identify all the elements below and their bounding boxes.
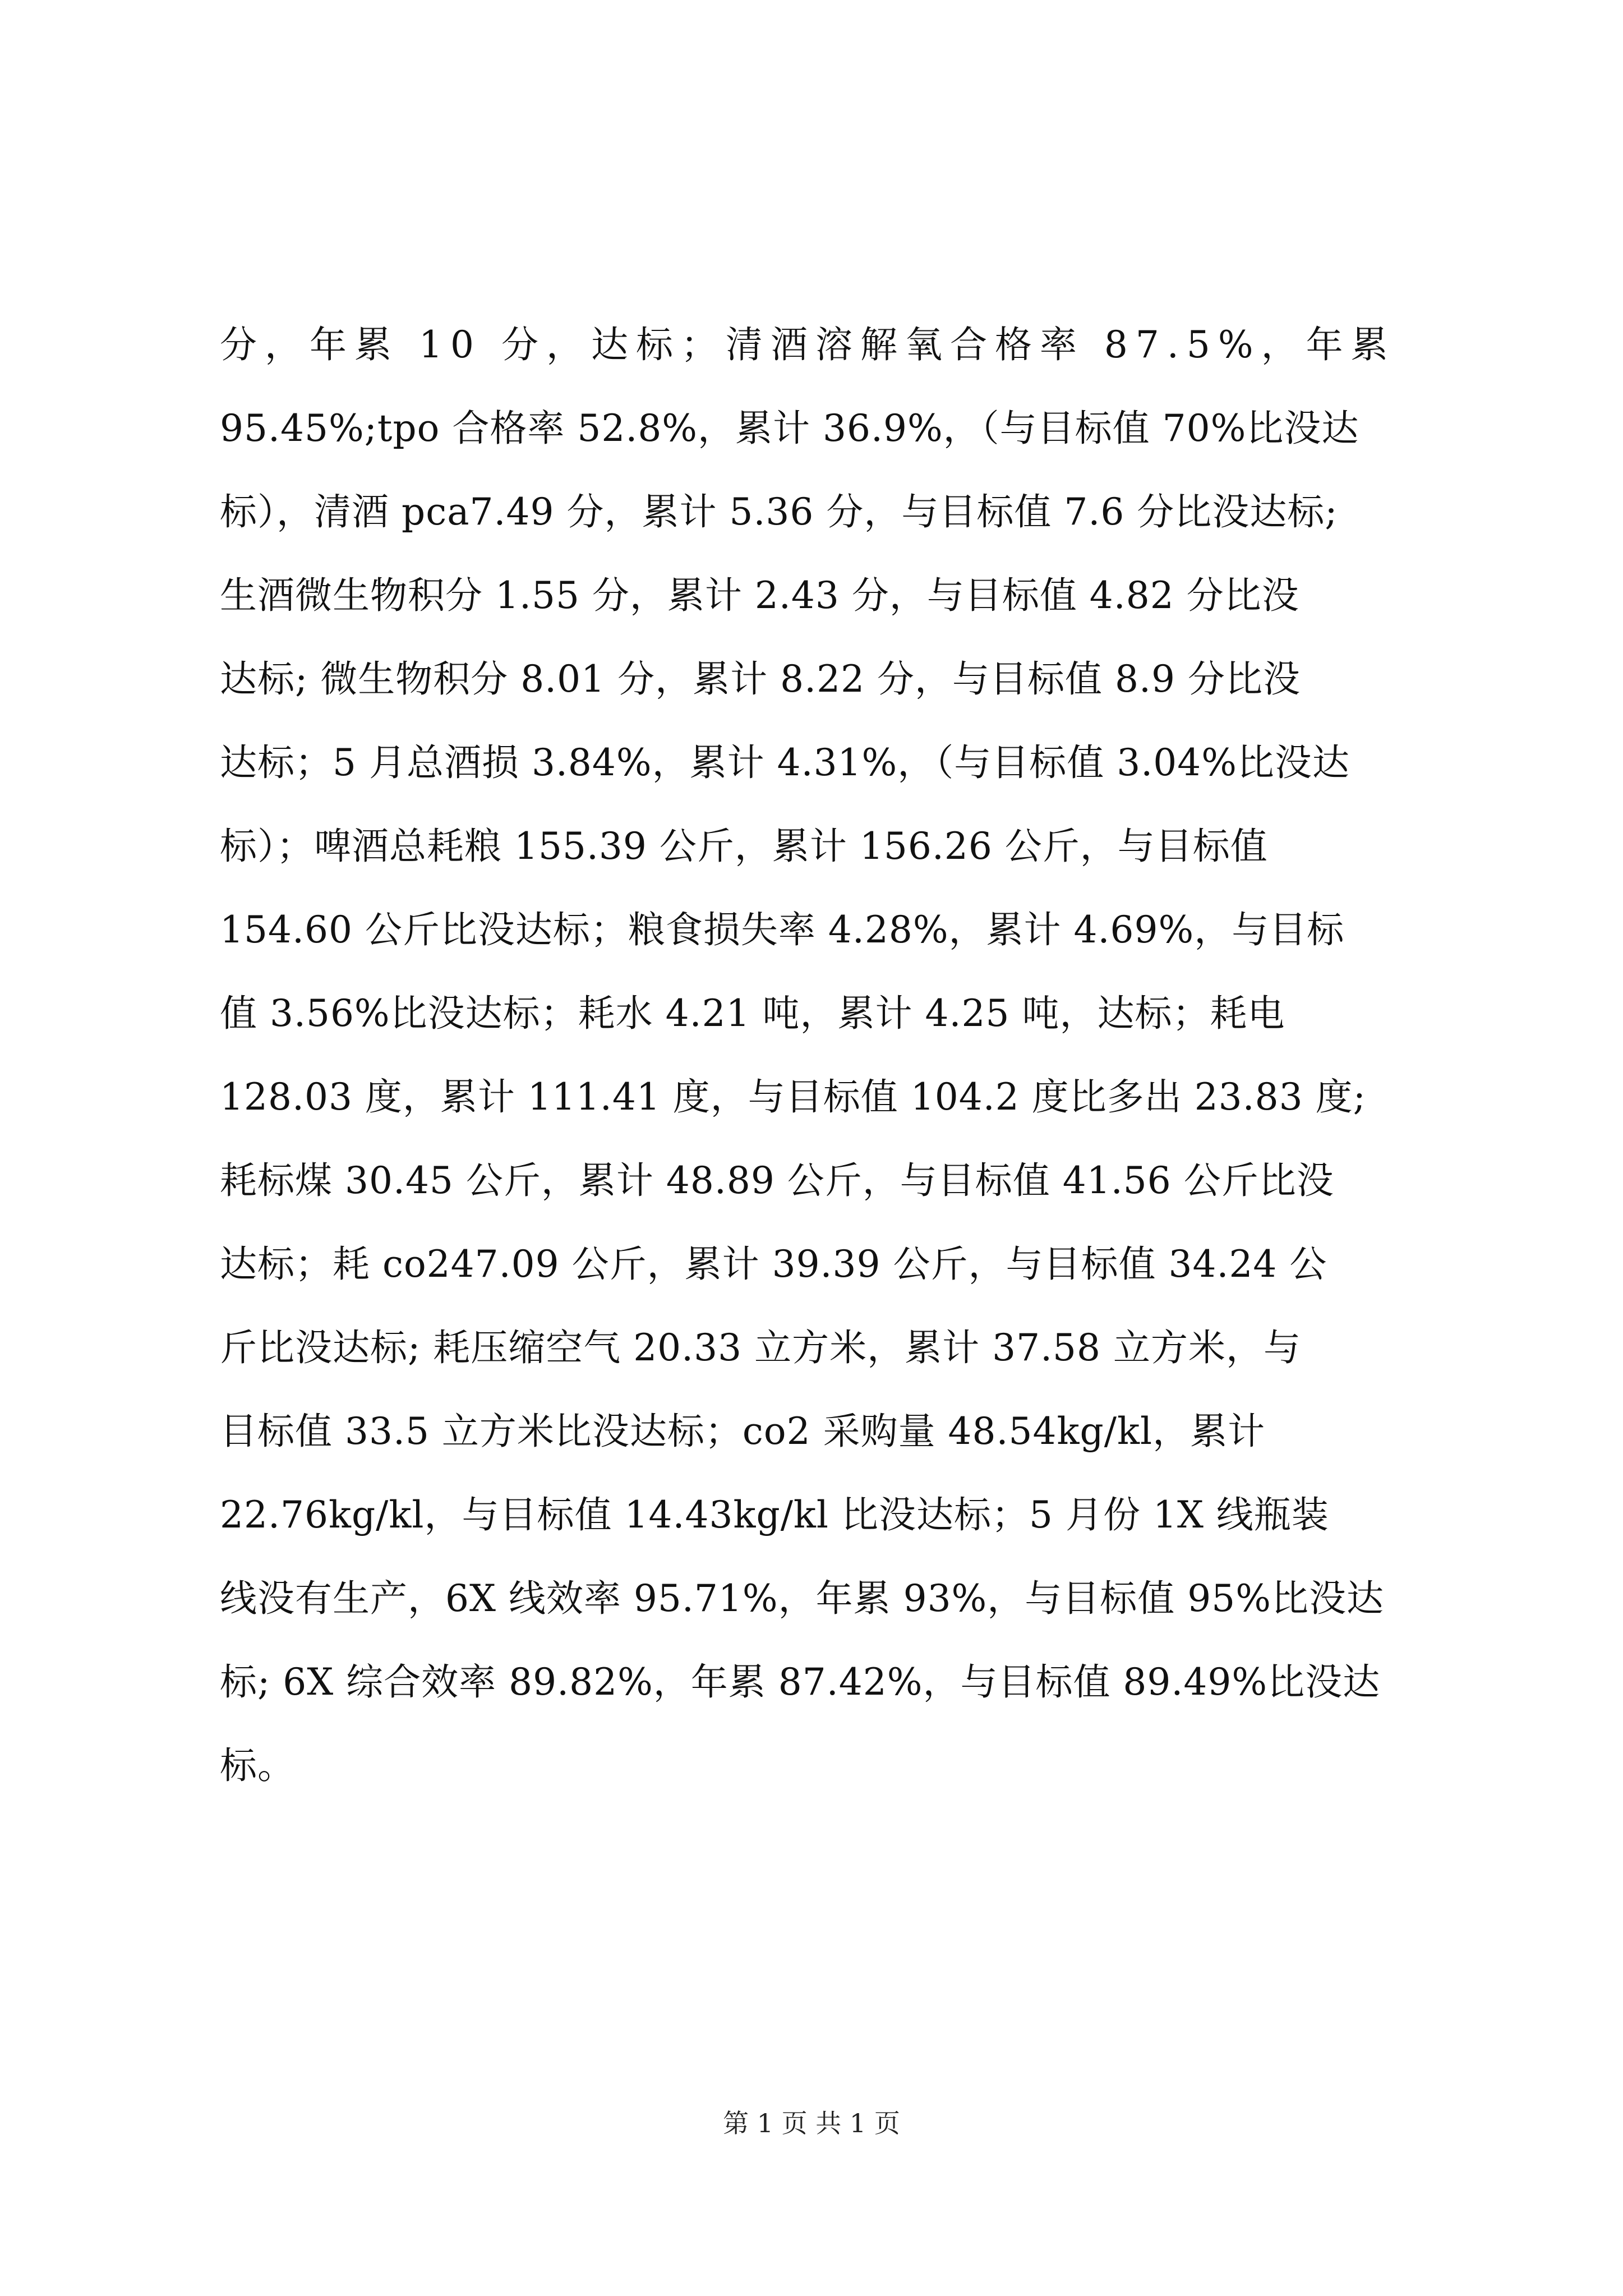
text-line: 达标; 微生物积分 8.01 分，累计 8.22 分，与目标值 8.9 分比没	[220, 657, 1301, 701]
text-line: 标），清酒 pca7.49 分，累计 5.36 分，与目标值 7.6 分比没达标;	[220, 490, 1338, 533]
text-line: 128.03 度，累计 111.41 度，与目标值 104.2 度比多出 23.83 度;	[220, 1075, 1366, 1119]
text-line: 耗标煤 30.45 公斤，累计 48.89 公斤，与目标值 41.56 公斤比没	[220, 1159, 1334, 1202]
text-line: 生酒微生物积分 1.55 分，累计 2.43 分，与目标值 4.82 分比没	[220, 574, 1299, 617]
text-line: 目标值 33.5 立方米比没达标；co2 采购量 48.54kg/kl，累计	[220, 1410, 1266, 1453]
text-line: 斤比没达标; 耗压缩空气 20.33 立方米，累计 37.58 立方米，与	[220, 1326, 1302, 1369]
text-line: 标; 6X 综合效率 89.82%，年累 87.42%，与目标值 89.49%比没达	[220, 1660, 1381, 1704]
text-line: 22.76kg/kl，与目标值 14.43kg/kl 比没达标；5 月份 1X 线瓶装	[220, 1493, 1329, 1536]
text-line: 线没有生产，6X 线效率 95.71%，年累 93%，与目标值 95%比没达	[220, 1577, 1384, 1620]
text-line: 值 3.56%比没达标；耗水 4.21 吨，累计 4.25 吨，达标；耗电	[220, 992, 1285, 1035]
text-line: 154.60 公斤比没达标；粮食损失率 4.28%，累计 4.69%，与目标	[220, 908, 1345, 951]
text-line: 达标；5 月总酒损 3.84%，累计 4.31%，（与目标值 3.04%比没达	[220, 741, 1350, 784]
text-line: 标。	[220, 1744, 295, 1787]
page-number: 第 1 页 共 1 页	[723, 2108, 900, 2138]
page-footer	[0, 2106, 1623, 2140]
text-line: 标）；啤酒总耗粮 155.39 公斤，累计 156.26 公斤，与目标值	[220, 825, 1268, 868]
text-line: 分，年累 10 分，达标；清酒溶解氧合格率 87.5%，年累	[220, 323, 1396, 366]
body-paragraph	[220, 303, 1431, 1807]
text-line: 达标；耗 co247.09 公斤，累计 39.39 公斤，与目标值 34.24 公	[220, 1243, 1327, 1286]
text-line: 95.45%;tpo 合格率 52.8%，累计 36.9%，（与目标值 70%比没达	[220, 407, 1359, 450]
